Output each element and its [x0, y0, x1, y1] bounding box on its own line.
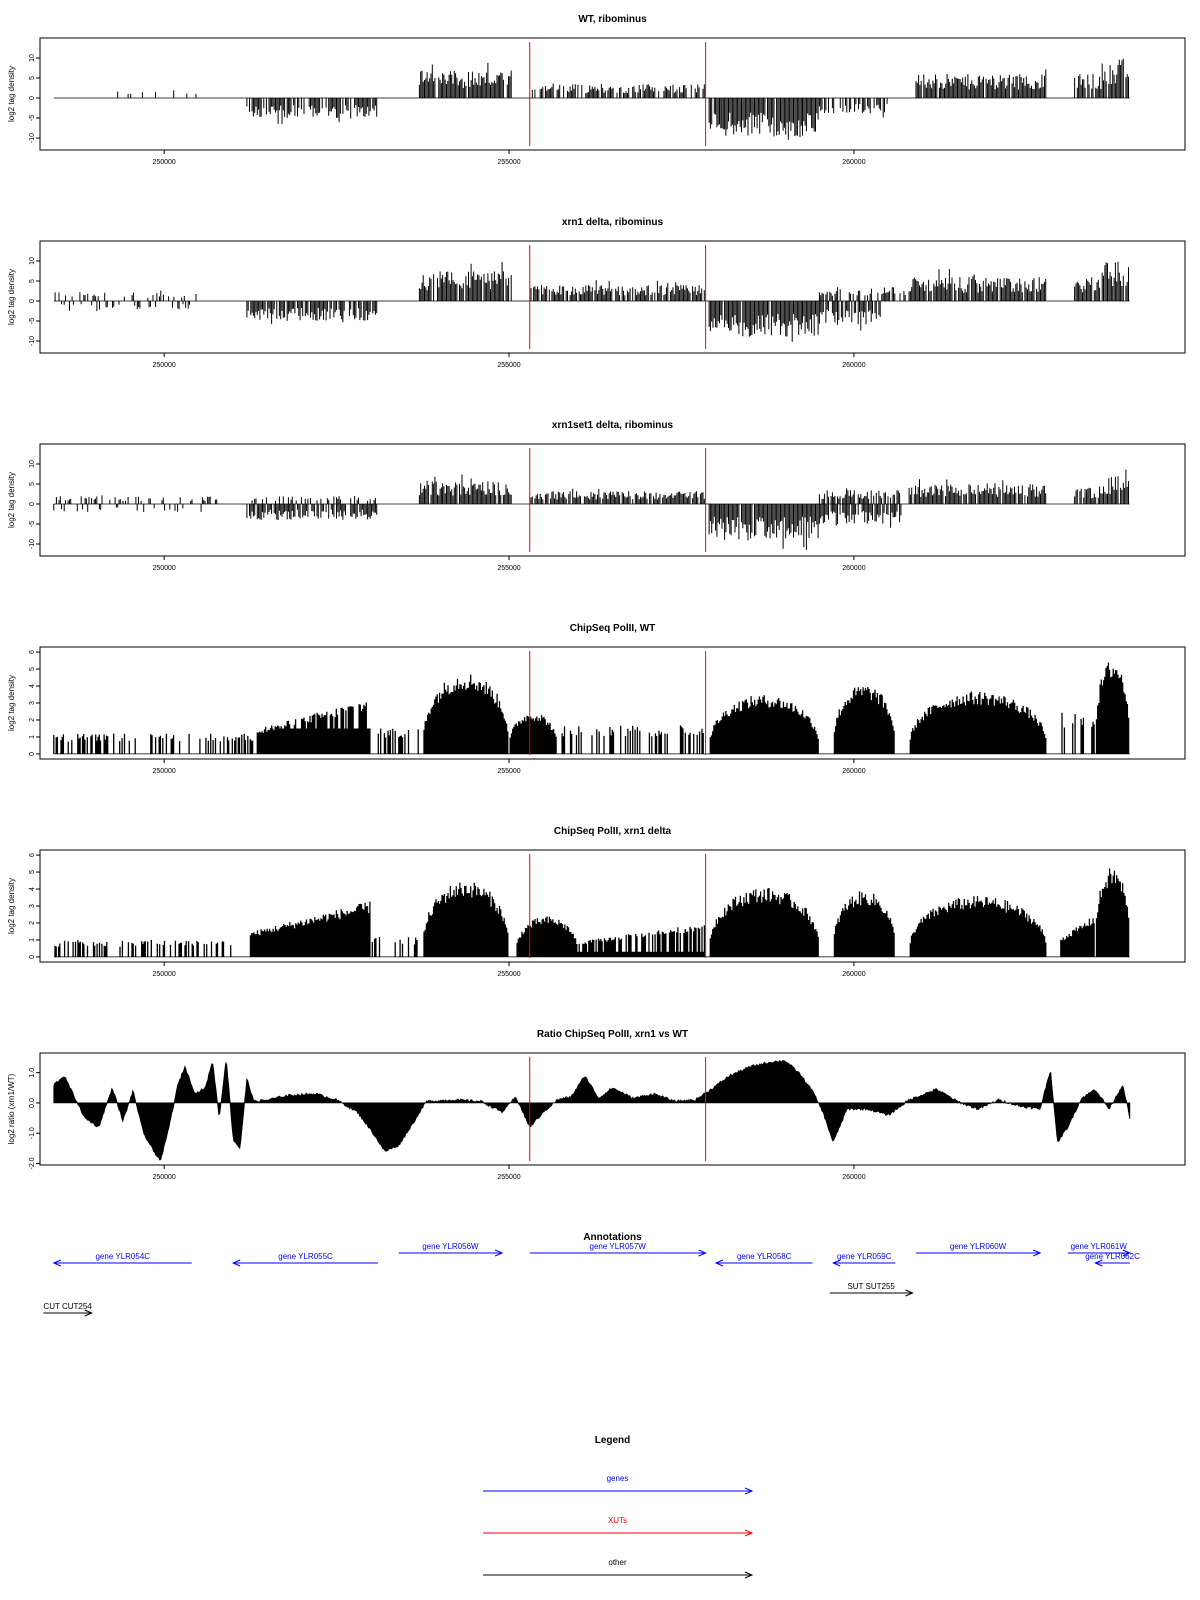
- x-tick-label: 260000: [842, 362, 866, 369]
- x-tick-label: 250000: [152, 971, 176, 978]
- y-tick-label: -10: [29, 132, 36, 144]
- x-tick-label: 260000: [842, 159, 866, 166]
- y-tick-label: 10: [29, 460, 36, 468]
- y-tick-label: 6: [29, 650, 36, 655]
- y-tick-label: 0: [29, 299, 36, 303]
- panel-title: Ratio ChipSeq PolII, xrn1 vs WT: [536, 1029, 689, 1040]
- y-tick-label: 0: [29, 502, 36, 506]
- y-tick-label: 2: [29, 718, 36, 722]
- x-tick-label: 255000: [497, 159, 521, 166]
- y-axis-label: log2 tag density: [7, 268, 16, 326]
- y-tick-label: 10: [29, 257, 36, 265]
- y-tick-label: 5: [29, 279, 36, 283]
- feature-label: SUT SUT255: [847, 1282, 895, 1291]
- x-tick-label: 250000: [152, 1174, 176, 1181]
- y-tick-label: 0: [29, 954, 36, 959]
- y-tick-label: 3: [29, 904, 36, 908]
- x-tick-label: 260000: [842, 565, 866, 572]
- y-tick-label: 5: [29, 482, 36, 486]
- panel-title: ChipSeq PolII, WT: [569, 623, 656, 634]
- x-tick-label: 255000: [497, 362, 521, 369]
- y-tick-label: 4: [29, 684, 36, 688]
- legend-label: XUTs: [607, 1516, 628, 1525]
- y-tick-label: 4: [29, 887, 36, 891]
- feature-label: gene YLR059C: [836, 1252, 892, 1261]
- y-tick-label: 1: [29, 734, 36, 739]
- feature-label: gene YLR058C: [736, 1252, 792, 1261]
- x-tick-label: 250000: [152, 768, 176, 775]
- x-tick-label: 250000: [152, 159, 176, 166]
- y-tick-label: 1.0: [29, 1067, 36, 1078]
- legend-label: other: [608, 1558, 627, 1567]
- y-tick-label: 10: [29, 54, 36, 62]
- x-tick-label: 260000: [842, 1174, 866, 1181]
- feature-label: gene YLR062C: [1085, 1252, 1140, 1261]
- feature-label: gene YLR061W: [1070, 1242, 1127, 1251]
- y-tick-label: -2.0: [29, 1157, 36, 1170]
- x-tick-label: 250000: [152, 565, 176, 572]
- y-tick-label: -1.0: [29, 1127, 36, 1140]
- legend-label: genes: [606, 1474, 629, 1483]
- x-tick-label: 255000: [497, 1174, 521, 1181]
- panel-title: ChipSeq PolII, xrn1 delta: [553, 826, 672, 837]
- y-axis-label: log2 ratio (xrn1/WT): [7, 1073, 16, 1145]
- y-tick-label: 0: [29, 96, 36, 100]
- feature-label: CUT CUT254: [43, 1302, 92, 1311]
- panel-title: WT, ribominus: [578, 14, 647, 25]
- feature-label: gene YLR060W: [949, 1242, 1007, 1251]
- y-tick-label: 6: [29, 853, 36, 858]
- x-tick-label: 255000: [497, 768, 521, 775]
- panel-title: Legend: [594, 1435, 631, 1446]
- y-tick-label: -5: [29, 317, 36, 325]
- y-tick-label: 5: [29, 667, 36, 672]
- x-tick-label: 260000: [842, 768, 866, 775]
- y-tick-label: -10: [29, 335, 36, 347]
- x-tick-label: 255000: [497, 971, 521, 978]
- y-tick-label: 5: [29, 870, 36, 875]
- y-axis-label: log2 tag density: [7, 877, 16, 935]
- feature-label: gene YLR054C: [95, 1252, 151, 1261]
- y-tick-label: 0: [29, 751, 36, 756]
- feature-label: gene YLR056W: [422, 1242, 479, 1251]
- y-tick-label: 1: [29, 937, 36, 942]
- y-tick-label: -5: [29, 520, 36, 528]
- y-tick-label: 5: [29, 76, 36, 80]
- feature-label: gene YLR055C: [278, 1252, 333, 1261]
- y-axis-label: log2 tag density: [7, 65, 16, 123]
- y-tick-label: 3: [29, 701, 36, 705]
- y-tick-label: 2: [29, 921, 36, 925]
- y-axis-label: log2 tag density: [7, 674, 16, 732]
- y-tick-label: -5: [29, 114, 36, 122]
- panel-title: Annotations: [583, 1232, 642, 1243]
- y-axis-label: log2 tag density: [7, 471, 16, 529]
- y-tick-label: -10: [29, 538, 36, 550]
- feature-label: gene YLR057W: [589, 1242, 646, 1251]
- panel-title: xrn1 delta, ribominus: [561, 217, 664, 228]
- y-tick-label: 0.0: [29, 1098, 36, 1108]
- panel-title: xrn1set1 delta, ribominus: [551, 420, 674, 431]
- x-tick-label: 260000: [842, 971, 866, 978]
- x-tick-label: 250000: [152, 362, 176, 369]
- x-tick-label: 255000: [497, 565, 521, 572]
